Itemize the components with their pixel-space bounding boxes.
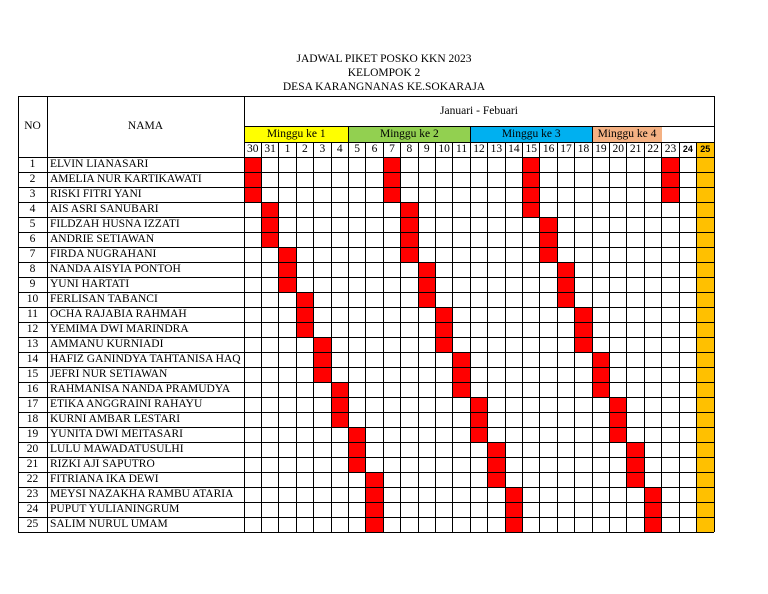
duty-cell xyxy=(644,487,661,502)
duty-cell xyxy=(401,202,418,217)
grid-line xyxy=(626,142,627,532)
grid-line xyxy=(592,126,593,142)
duty-cell xyxy=(610,412,627,427)
duty-cell xyxy=(470,427,487,442)
duty-cell xyxy=(523,172,540,187)
grid-line xyxy=(418,142,419,532)
duty-cell xyxy=(366,487,383,502)
duty-cell xyxy=(453,382,470,397)
grid-line xyxy=(244,96,245,532)
grid-line xyxy=(609,142,610,532)
day-number: 21 xyxy=(629,143,642,155)
member-name: FIRDA NUGRAHANI xyxy=(50,248,157,260)
row-number: 23 xyxy=(26,488,39,500)
duty-cell xyxy=(488,457,505,472)
member-name: AMMANU KURNIADI xyxy=(50,338,164,350)
duty-cell xyxy=(610,397,627,412)
row-number: 4 xyxy=(29,203,36,215)
member-name: ANDRIE SETIAWAN xyxy=(50,233,155,245)
duty-cell xyxy=(244,157,261,172)
duty-cell xyxy=(383,172,400,187)
member-name: RISKI FITRI YANI xyxy=(50,188,142,200)
duty-cell xyxy=(314,367,331,382)
duty-cell xyxy=(662,172,679,187)
row-number: 24 xyxy=(26,503,39,515)
duty-cell xyxy=(592,382,609,397)
member-name: NANDA AISYIA PONTOH xyxy=(50,263,181,275)
grid-line xyxy=(679,142,680,532)
duty-cell xyxy=(279,262,296,277)
duty-cell xyxy=(505,502,522,517)
duty-cell xyxy=(488,442,505,457)
duty-cell xyxy=(540,232,557,247)
day-number: 10 xyxy=(438,143,450,155)
duty-cell xyxy=(401,247,418,262)
duty-cell xyxy=(523,187,540,202)
member-name: AIS ASRI SANUBARI xyxy=(50,203,159,215)
duty-cell xyxy=(470,397,487,412)
duty-cell xyxy=(383,157,400,172)
day-number: 11 xyxy=(456,143,468,155)
duty-cell xyxy=(557,262,574,277)
row-number: 5 xyxy=(29,218,36,230)
day-number: 16 xyxy=(542,143,555,155)
duty-cell xyxy=(435,322,452,337)
duty-cell xyxy=(348,442,365,457)
row-number: 3 xyxy=(29,188,36,200)
member-name: FILDZAH HUSNA IZZATI xyxy=(50,218,180,230)
duty-cell xyxy=(575,322,592,337)
week-label-4: Minggu ke 4 xyxy=(597,128,657,140)
group-subtitle: KELOMPOK 2 xyxy=(347,67,421,79)
duty-cell xyxy=(592,367,609,382)
grid-line xyxy=(261,142,262,532)
duty-cell xyxy=(644,517,661,532)
duty-cell xyxy=(435,337,452,352)
grid-line xyxy=(522,142,523,532)
duty-cell xyxy=(488,472,505,487)
row-number: 8 xyxy=(29,263,36,275)
day-number: 7 xyxy=(389,143,395,155)
duty-cell xyxy=(470,412,487,427)
grid-line xyxy=(348,142,349,532)
member-name: ETIKA ANGGRAINI RAHAYU xyxy=(50,398,203,410)
day-number: 1 xyxy=(284,143,291,155)
member-name: JEFRI NUR SETIAWAN xyxy=(50,368,168,380)
duty-cell xyxy=(331,382,348,397)
day-number: 15 xyxy=(525,143,537,155)
row-number: 22 xyxy=(26,473,39,485)
duty-cell xyxy=(453,367,470,382)
member-name: FITRIANA IKA DEWI xyxy=(50,473,159,485)
duty-cell xyxy=(523,157,540,172)
duty-cell xyxy=(592,352,609,367)
week-label-3: Minggu ke 3 xyxy=(501,128,561,140)
day-number: 17 xyxy=(560,143,572,155)
duty-cell xyxy=(296,322,313,337)
day-number: 14 xyxy=(508,143,520,155)
no-header: NO xyxy=(24,120,41,132)
duty-cell xyxy=(610,427,627,442)
grid-line xyxy=(383,142,384,532)
day-number: 3 xyxy=(319,143,326,155)
row-number: 2 xyxy=(29,173,36,185)
day-number: 23 xyxy=(664,143,677,155)
grid-line xyxy=(452,142,453,532)
duty-cell xyxy=(401,232,418,247)
duty-cell xyxy=(261,217,278,232)
day-number: 5 xyxy=(354,143,361,155)
duty-cell xyxy=(366,472,383,487)
duty-cell xyxy=(627,457,644,472)
grid-line xyxy=(18,96,19,532)
day-number: 25 xyxy=(700,144,711,154)
row-number: 16 xyxy=(26,383,39,395)
row-number: 19 xyxy=(26,428,39,440)
day-number: 24 xyxy=(682,144,693,154)
member-name: ELVIN LIANASARI xyxy=(50,158,149,170)
day-number: 19 xyxy=(595,143,607,155)
grid-line xyxy=(714,96,715,532)
row-number: 17 xyxy=(26,398,39,410)
row-number: 10 xyxy=(26,293,39,305)
day-number: 9 xyxy=(423,143,430,155)
duty-cell xyxy=(505,517,522,532)
grid-line xyxy=(644,142,645,532)
duty-cell xyxy=(575,307,592,322)
grid-line xyxy=(348,126,349,142)
day-number: 13 xyxy=(490,143,503,155)
member-name: MEYSI NAZAKHA RAMBU ATARIA xyxy=(50,488,234,500)
duty-cell xyxy=(244,187,261,202)
duty-cell xyxy=(575,337,592,352)
duty-cell xyxy=(662,187,679,202)
duty-cell xyxy=(331,397,348,412)
duty-cell xyxy=(366,517,383,532)
row-number: 25 xyxy=(26,518,39,530)
grid-line xyxy=(313,142,314,532)
row-number: 6 xyxy=(29,233,36,245)
row-number: 21 xyxy=(26,458,39,470)
day-number: 30 xyxy=(246,143,259,155)
grid-line xyxy=(278,142,279,532)
day-number: 31 xyxy=(264,143,276,155)
duty-cell xyxy=(557,277,574,292)
day-number: 12 xyxy=(473,143,485,155)
week-label-1: Minggu ke 1 xyxy=(266,128,326,140)
week-label-2: Minggu ke 2 xyxy=(379,128,439,140)
row-number: 11 xyxy=(26,308,39,320)
member-name: HAFIZ GANINDYA TAHTANISA HAQ xyxy=(50,353,241,365)
grid-line xyxy=(661,142,662,532)
grid-line xyxy=(47,96,48,532)
duty-cell xyxy=(418,292,435,307)
day-number: 4 xyxy=(336,143,343,155)
grid-line xyxy=(435,142,436,532)
row-number: 18 xyxy=(26,413,39,425)
duty-cell xyxy=(540,247,557,262)
duty-cell xyxy=(279,247,296,262)
duty-cell xyxy=(505,487,522,502)
grid-line xyxy=(505,142,506,532)
duty-cell xyxy=(662,157,679,172)
row-number: 14 xyxy=(26,353,39,365)
duty-cell xyxy=(418,262,435,277)
row-number: 13 xyxy=(26,338,39,350)
grid-line xyxy=(574,142,575,532)
member-name: YEMIMA DWI MARINDRA xyxy=(50,323,189,335)
member-name: FERLISAN TABANCI xyxy=(50,293,158,305)
duty-cell xyxy=(644,502,661,517)
duty-cell xyxy=(366,502,383,517)
duty-cell xyxy=(261,202,278,217)
grid-line xyxy=(470,126,471,142)
day-number: 6 xyxy=(371,143,378,155)
member-name: AMELIA NUR KARTIKAWATI xyxy=(50,173,202,185)
duty-cell xyxy=(261,232,278,247)
row-number: 7 xyxy=(29,248,36,260)
row-number: 9 xyxy=(29,278,36,290)
grid-line xyxy=(592,142,593,532)
grid-line xyxy=(470,142,471,532)
duty-cell xyxy=(401,217,418,232)
row-number: 15 xyxy=(26,368,39,380)
village-subtitle: DESA KARANGNANAS KE.SOKARAJA xyxy=(282,81,486,93)
grid-line xyxy=(331,142,332,532)
duty-cell xyxy=(244,172,261,187)
row-number: 20 xyxy=(26,443,39,455)
grid-line xyxy=(244,126,714,127)
duty-cell xyxy=(523,202,540,217)
member-name: OCHA RAJABIA RAHMAH xyxy=(50,308,187,320)
grid-line xyxy=(400,142,401,532)
duty-cell xyxy=(348,427,365,442)
duty-cell xyxy=(296,292,313,307)
duty-cell xyxy=(296,307,313,322)
grid-line xyxy=(539,142,540,532)
member-name: YUNITA DWI MEITASARI xyxy=(50,428,183,440)
member-name: LULU MAWADATUSULHI xyxy=(50,443,184,455)
duty-cell xyxy=(627,442,644,457)
period-header: Januari - Febuari xyxy=(440,105,518,117)
grid-line xyxy=(696,142,697,532)
duty-cell xyxy=(540,217,557,232)
schedule-title: JADWAL PIKET POSKO KKN 2023 xyxy=(296,53,472,65)
grid-line xyxy=(296,142,297,532)
duty-cell xyxy=(314,352,331,367)
member-name: SALIM NURUL UMAM xyxy=(50,518,168,530)
nama-header: NAMA xyxy=(127,120,164,132)
member-name: RAHMANISA NANDA PRAMUDYA xyxy=(50,383,231,395)
row-number: 1 xyxy=(29,158,36,170)
day-number: 8 xyxy=(406,143,413,155)
duty-cell xyxy=(418,277,435,292)
grid-line xyxy=(487,142,488,532)
duty-cell xyxy=(331,412,348,427)
duty-cell xyxy=(435,307,452,322)
member-name: KURNI AMBAR LESTARI xyxy=(50,413,181,425)
grid-line xyxy=(18,96,714,97)
duty-cell xyxy=(453,352,470,367)
member-name: PUPUT YULIANINGRUM xyxy=(50,503,180,515)
duty-cell xyxy=(348,457,365,472)
grid-line xyxy=(557,142,558,532)
day-number: 22 xyxy=(647,143,659,155)
member-name: RIZKI AJI SAPUTRO xyxy=(50,458,155,470)
duty-cell xyxy=(279,277,296,292)
duty-cell xyxy=(627,472,644,487)
day-number: 20 xyxy=(612,143,624,155)
member-name: YUNI HARTATI xyxy=(50,278,130,290)
grid-line xyxy=(365,142,366,532)
day-number: 18 xyxy=(577,143,590,155)
duty-cell xyxy=(383,187,400,202)
day-number: 2 xyxy=(302,143,308,155)
duty-cell xyxy=(557,292,574,307)
duty-cell xyxy=(314,337,331,352)
row-number: 12 xyxy=(26,323,39,335)
